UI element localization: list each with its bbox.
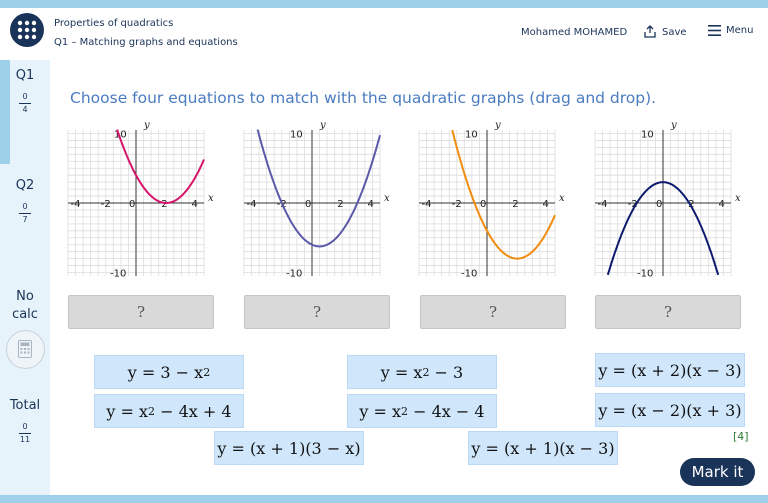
- y-tick-label-min: -10: [461, 268, 478, 280]
- x-axis-label: x: [384, 193, 390, 204]
- sidebar-item-q2[interactable]: [0, 178, 50, 226]
- equation-card[interactable]: [214, 431, 364, 465]
- q2-score-total: 7: [22, 215, 28, 224]
- no-calc-line2: calc: [12, 307, 38, 322]
- x-tick-label: 4: [542, 199, 549, 210]
- y-axis-label: y: [495, 120, 501, 131]
- drop-zone-3[interactable]: [420, 295, 566, 329]
- q2-score-value: 0: [19, 201, 30, 214]
- user-name: Mohamed MOHAMED: [521, 27, 628, 38]
- x-tick-label: 4: [191, 199, 198, 210]
- graph-1: [60, 118, 236, 284]
- equation-card[interactable]: [94, 355, 244, 389]
- equation-text: y = (x + 1)(3 − x): [217, 438, 361, 458]
- hamburger-icon: [708, 25, 721, 36]
- x-tick-label: -2: [100, 199, 111, 210]
- x-tick-label: 2: [688, 199, 695, 210]
- equation-exponent: 2: [203, 365, 211, 379]
- total-score: [0, 421, 50, 446]
- drop-zone-1[interactable]: [68, 295, 214, 329]
- save-button[interactable]: [643, 25, 687, 39]
- question-title: Q1 – Matching graphs and equations: [54, 37, 238, 48]
- y-tick-label-max: 10: [465, 129, 478, 141]
- calculator-icon: [18, 340, 32, 358]
- x-axis-label: x: [735, 193, 741, 204]
- y-axis-label: y: [671, 120, 677, 131]
- y-tick-label-min: -10: [110, 268, 127, 280]
- equation-exponent: 2: [422, 365, 430, 379]
- drop-zone-placeholder: ?: [663, 303, 673, 321]
- x-tick-label: 0: [305, 199, 312, 210]
- x-tick-label: -2: [627, 199, 638, 210]
- q1-score: [0, 91, 50, 116]
- drop-zone-4[interactable]: [595, 295, 741, 329]
- course-title: Properties of quadratics: [54, 18, 174, 29]
- q1-label: Q1: [15, 68, 35, 83]
- equation-text: y = (x + 2)(x − 3): [598, 360, 742, 380]
- x-tick-label: 0: [129, 199, 136, 210]
- equation-text: y = (x − 2)(x + 3): [598, 400, 742, 420]
- menu-label: Menu: [726, 25, 754, 36]
- x-tick-label: -4: [597, 199, 608, 210]
- equation-tail: − 3: [429, 362, 464, 382]
- header: [0, 8, 768, 60]
- y-tick-label-max: 10: [641, 129, 654, 141]
- bottom-border: [0, 495, 768, 503]
- x-axis-label: x: [208, 193, 214, 204]
- graph-3: [411, 118, 587, 284]
- drop-zone-placeholder: ?: [136, 303, 146, 321]
- total-score-value: 0: [19, 421, 30, 434]
- top-border: [0, 0, 768, 8]
- equation-card[interactable]: [468, 431, 618, 465]
- menu-button[interactable]: [708, 25, 753, 36]
- question-prompt: Choose four equations to match with the quadratic graphs (drag and drop).: [70, 89, 657, 107]
- y-axis-label: y: [144, 120, 150, 131]
- equation-exponent: 2: [148, 404, 156, 418]
- drop-zone-placeholder: ?: [488, 303, 498, 321]
- save-label: Save: [662, 26, 687, 38]
- x-axis-label: x: [559, 193, 565, 204]
- y-tick-label-max: 10: [114, 129, 127, 141]
- equation-card[interactable]: [347, 394, 497, 428]
- no-calc-indicator: [0, 288, 50, 324]
- x-tick-label: -2: [451, 199, 462, 210]
- marks-available: [4]: [733, 430, 749, 443]
- equation-tail: − 4x + 4: [155, 401, 232, 421]
- y-tick-label-min: -10: [286, 268, 303, 280]
- equation-text: y = x: [106, 401, 149, 421]
- q2-label: Q2: [15, 178, 35, 193]
- equation-card[interactable]: [595, 353, 745, 387]
- equation-exponent: 2: [401, 404, 409, 418]
- apps-grid-button[interactable]: [10, 13, 44, 47]
- drop-zone-placeholder: ?: [312, 303, 322, 321]
- x-tick-label: -4: [70, 199, 81, 210]
- equation-text: y = x: [359, 401, 402, 421]
- q1-score-total: 4: [22, 105, 28, 114]
- graph-2: [236, 118, 412, 284]
- sidebar-item-total: [0, 398, 50, 446]
- y-tick-label-min: -10: [637, 268, 654, 280]
- x-tick-label: 4: [718, 199, 725, 210]
- equation-tail: − 4x − 4: [408, 401, 485, 421]
- q1-score-value: 0: [19, 91, 30, 104]
- q2-score: [0, 201, 50, 226]
- y-axis-label: y: [320, 120, 326, 131]
- x-tick-label: -4: [421, 199, 432, 210]
- y-tick-label-max: 10: [290, 129, 303, 141]
- x-tick-label: -4: [246, 199, 257, 210]
- equation-text: y = 3 − x: [127, 362, 204, 382]
- equation-text: y = (x + 1)(x − 3): [471, 438, 615, 458]
- mark-it-button[interactable]: Mark it: [680, 458, 755, 486]
- equation-text: y = x: [380, 362, 423, 382]
- x-tick-label: -2: [276, 199, 287, 210]
- save-icon: [643, 25, 657, 39]
- calculator-disabled: [6, 330, 45, 369]
- sidebar-item-q1[interactable]: [0, 68, 50, 116]
- total-label: Total: [9, 398, 41, 413]
- question-sidebar: [0, 60, 50, 495]
- total-score-total: 11: [19, 435, 31, 444]
- x-tick-label: 0: [656, 199, 663, 210]
- x-tick-label: 2: [512, 199, 519, 210]
- drop-zone-2[interactable]: [244, 295, 390, 329]
- equation-card[interactable]: [94, 394, 244, 428]
- grid-dots-icon: [17, 20, 37, 40]
- equation-card[interactable]: [595, 393, 745, 427]
- x-tick-label: 2: [337, 199, 344, 210]
- graph-4: [587, 118, 763, 284]
- x-tick-label: 2: [161, 199, 168, 210]
- equation-card[interactable]: [347, 355, 497, 389]
- x-tick-label: 0: [480, 199, 487, 210]
- no-calc-line1: No: [16, 289, 34, 304]
- x-tick-label: 4: [367, 199, 374, 210]
